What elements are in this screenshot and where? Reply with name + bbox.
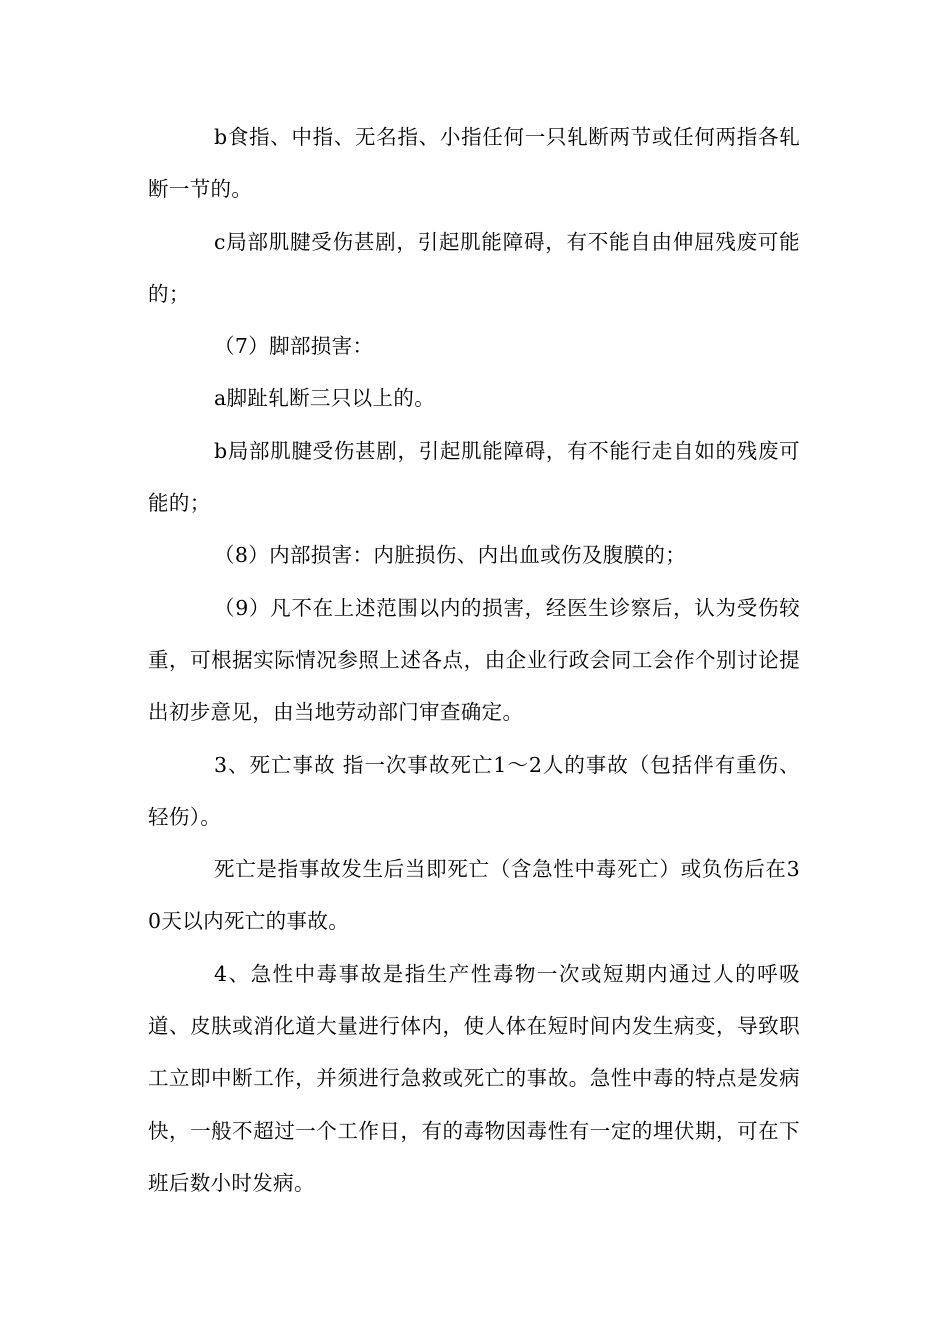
document-body [148,111,800,1209]
paragraph-tendon-injury-hand: c局部肌腱受伤甚剧，引起肌能障碍，有不能自由伸屈残废可能的； [148,229,800,306]
paragraph-acute-poisoning: 4、急性中毒事故是指生产性毒物一次或短期内通过人的呼吸道、皮肤或消化道大量进行体内，使人体在短时间内发生病变，导致职工立即中断工作，并须进行急救或死亡的事故。急性中毒的特点是发病快，一般不超过一个工作日，有的毒物因毒性有一定的埋伏期，可在下班后数小时发病。 [148,961,800,1195]
paragraph-other-injury: （9）凡不在上述范围以内的损害，经医生诊察后，认为受伤较重，可根据实际情况参照上述各点，由企业行政会同工会作个别讨论提出初步意见，由当地劳动部门审查确定。 [148,595,800,725]
paragraph-toe-injury: a脚趾轧断三只以上的。 [214,386,436,411]
paragraph-finger-injury: b食指、中指、无名指、小指任何一只轧断两节或任何两指各轧断一节的。 [148,125,800,202]
paragraph-tendon-injury-foot: b局部肌腱受伤甚剧，引起肌能障碍，有不能行走自如的残废可能的； [148,438,800,516]
paragraph-foot-injury-heading: （7）脚部损害： [214,334,374,359]
paragraph-fatal-accident: 3、死亡事故 指一次事故死亡1～2人的事故（包括伴有重伤、轻伤）。 [148,752,800,829]
paragraph-death-definition: 死亡是指事故发生后当即死亡（含急性中毒死亡）或负伤后在30天以内死亡的事故。 [148,857,800,934]
paragraph-internal-injury: （8）内部损害：内脏损伤、内出血或伤及腹膜的； [214,543,687,568]
